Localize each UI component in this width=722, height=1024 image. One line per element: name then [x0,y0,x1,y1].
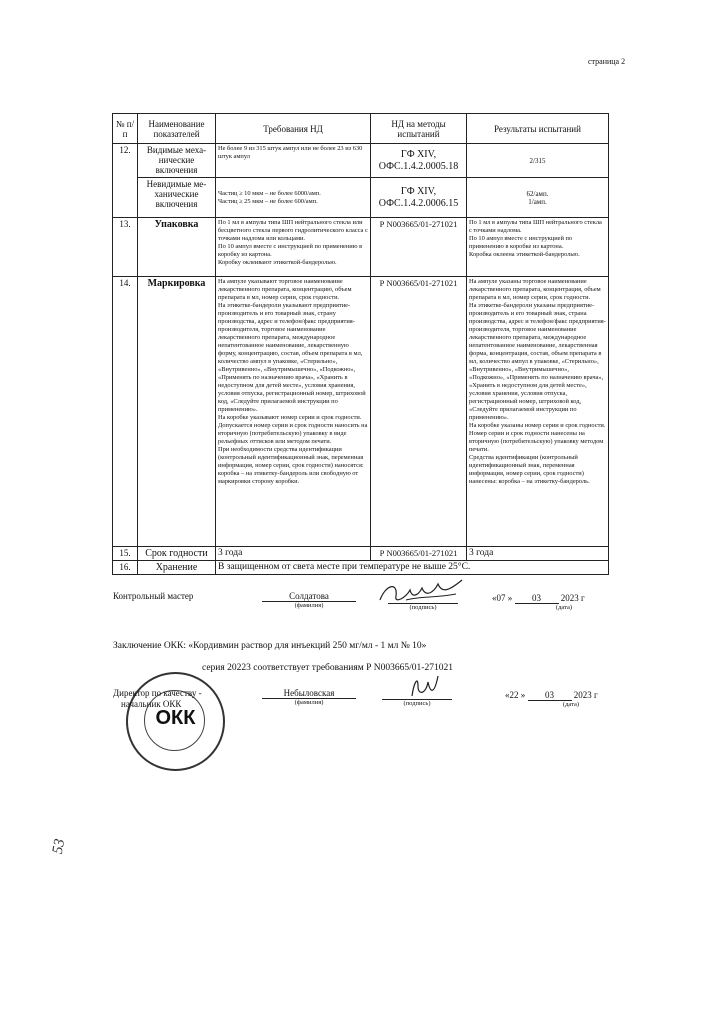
test-results-table [112,113,608,575]
table-row [113,144,609,178]
director-signature [404,672,444,702]
requirement-line: Частиц ≥ 10 мкм – не более 6000/амп. [218,189,321,197]
requirement-line: На этикетке-бандероли указывают предприятие-производитель и его товарный знак, страну производства, адрес и телефон/факс предприятия-производителя, торговое наименование лекарственного препарата, международное непатентованное наименование, лекарственную форму, концентрацию, состав, объем препарата в мл, количество ампул в упаковке, «Стерильно», «Внутривенно», «Внутримышечно», «Подкожно», «Применять по назначению врача», «Хранить в недоступном для детей месте», условия хранения, условия отпуска, регистрационный номер, штриховой код, «Следуйте прилагаемой инструкции по применению». [218,302,366,413]
row-requirement: В защищенном от света месте при температуре не выше 25°С. [216,561,609,575]
surname-caption: (фамилия) [294,699,324,706]
header-methods: НД на методы испытаний [371,114,467,144]
signature-caption: (подпись) [409,604,437,611]
requirement-line: Частиц ≥ 25 мкм – не более 600/амп. [218,197,318,205]
control-master-name [262,591,356,609]
result-line: Номер серии и срок годности нанесены на вторичную (потребительскую) упаковку методом печати. [469,430,604,453]
table-header-row [113,114,609,144]
result-line: На этикетке-бандероли указаны предприятие-производитель и его товарный знак, страна производства, адрес и телефон/факс предприятия-производителя, торговое наименование лекарственного препарата, международное непатентованное наименование, лекарственная форма, концентрация, состав, объем препарата в мл, количество ампул в упаковке, «Стерильно», «Внутривенно», «Внутримышечно», «Подкожно», «Применять по назначению врача», «Хранить в недоступном для детей месте», условия хранения, условия отпуска, регистрационный номер, штриховой код, «Следуйте прилагаемой инструкции по применению». [469,302,606,421]
result-line: Средства идентификации (контрольный идентификационный знак, переменная информация, номер серии, срок годности) нанесены: коробка – на этикетку-бандероль. [469,454,590,485]
requirement-line: На ампуле указывают торговое наименование лекарственного препарата, концентрацию, объем препарата в мл, номер серии, срок годности. [218,278,352,301]
row-result [467,218,609,277]
okk-conclusion-series: серия 20223 соответствует требованиям Р N003665/01-271021 [202,663,453,673]
table-row [113,277,609,547]
director-sign-line [382,699,452,707]
row-number: 16. [113,561,138,575]
date-month: 03 [515,593,559,604]
stamp-center-text: ОКК [155,707,196,729]
date-year: 2023 г [560,593,585,603]
row-name: Видимые меха-нические включения [138,144,216,178]
requirement-line: Допускается номер серии и срок годности наносить на вторичную (потребительскую) упаковку в виде рельефных оттисков или методом печати. [218,422,368,445]
row-requirement: 3 года [216,547,371,561]
row-number: 14. [113,277,138,547]
signature-caption: (подпись) [403,700,431,707]
row-requirement [216,218,371,277]
table-row [113,218,609,277]
date-day: «07 » [492,593,513,603]
header-name: Наименование показателей [138,114,216,144]
table-row [113,178,609,218]
row-name: Упаковка [138,218,216,277]
row-name: Срок годности [138,547,216,561]
requirement-line: Коробку оклеивают этикеткой-бандеролью. [218,259,337,266]
date-year: 2023 г [573,690,598,700]
requirement-line: По 10 ампул вместе с инструкцией по применению в коробку из картона. [218,243,363,258]
okk-stamp [126,672,225,771]
row-result: 2/315 [467,144,609,178]
margin-handwritten-note: 53 [49,837,69,856]
row-result [467,178,609,218]
row-requirement: Не более 9 из 315 штук ампул или не более 23 из 630 штук ампул [216,144,371,178]
requirement-line: По 1 мл в ампулы типа ШП нейтрального стекла или бесцветного стекла первого гидролитического класса с точками надлома или кольцами. [218,219,368,242]
result-line: По 1 мл в ампулы типа ШП нейтрального стекла с точками надлома. [469,219,602,234]
date-caption: (дата) [555,604,573,611]
control-master-label: Контрольный мастер [113,591,194,601]
row-method: Р N003665/01-271021 [371,277,467,547]
director-label [113,688,202,710]
row-name: Хранение [138,561,216,575]
row-requirement [216,178,371,218]
row-method: Р N003665/01-271021 [371,218,467,277]
director-surname: Небыловская [262,688,356,699]
row-number: 12. [113,144,138,218]
okk-conclusion: Заключение ОКК: «Кордивмин раствор для инъекций 250 мг/мл - 1 мл № 10» [113,641,427,651]
row-method: ГФ XIV, ОФС.1.4.2.0006.15 [371,178,467,218]
row-number: 15. [113,547,138,561]
requirement-line: При необходимости средства идентификации (контрольный идентификационный знак, переменная информация, номер серии, срок годности) наносятся: коробка – на этикетку-бандероль или свободную от маркировки сторону коробки. [218,446,364,485]
date-day: «22 » [505,690,526,700]
row-method: ГФ XIV, ОФС.1.4.2.0005.18 [371,144,467,178]
result-line: 1/амп. [528,197,547,206]
control-master-sign-line [388,603,458,611]
result-line: По 10 ампул вместе с инструкцией по применению в коробке из картона. [469,235,573,250]
header-results: Результаты испытаний [467,114,609,144]
row-method: Р N003665/01-271021 [371,547,467,561]
date-month: 03 [528,690,572,701]
director-date [505,690,598,708]
header-num: № п/п [113,114,138,144]
row-result: 3 года [467,547,609,561]
director-title: Директор по качеству - [113,688,202,698]
row-number: 13. [113,218,138,277]
header-requirements: Требования НД [216,114,371,144]
result-line: 62/амп. [526,189,549,198]
page-number: страница 2 [588,57,626,66]
director-subtitle: начальник ОКК [121,698,182,709]
control-master-surname: Солдатова [262,591,356,602]
row-name: Маркировка [138,277,216,547]
date-caption: (дата) [562,701,580,708]
row-result [467,277,609,547]
result-line: Коробка оклеена этикеткой-бандеролью. [469,251,580,258]
row-name: Невидимые ме-ханические включения [138,178,216,218]
surname-caption: (фамилия) [294,602,324,609]
table-row [113,547,609,561]
result-line: На ампуле указаны торговое наименование лекарственного препарата, концентрация, объем препарата в мл, номер серии, срок годности. [469,278,601,301]
requirement-line: На коробке указывают номер серии и срок годности. [218,414,362,421]
result-line: На коробке указаны номер серии и срок годности. [469,422,606,429]
control-master-date [492,593,586,611]
table-row [113,561,609,575]
director-name [262,688,356,706]
row-requirement [216,277,371,547]
